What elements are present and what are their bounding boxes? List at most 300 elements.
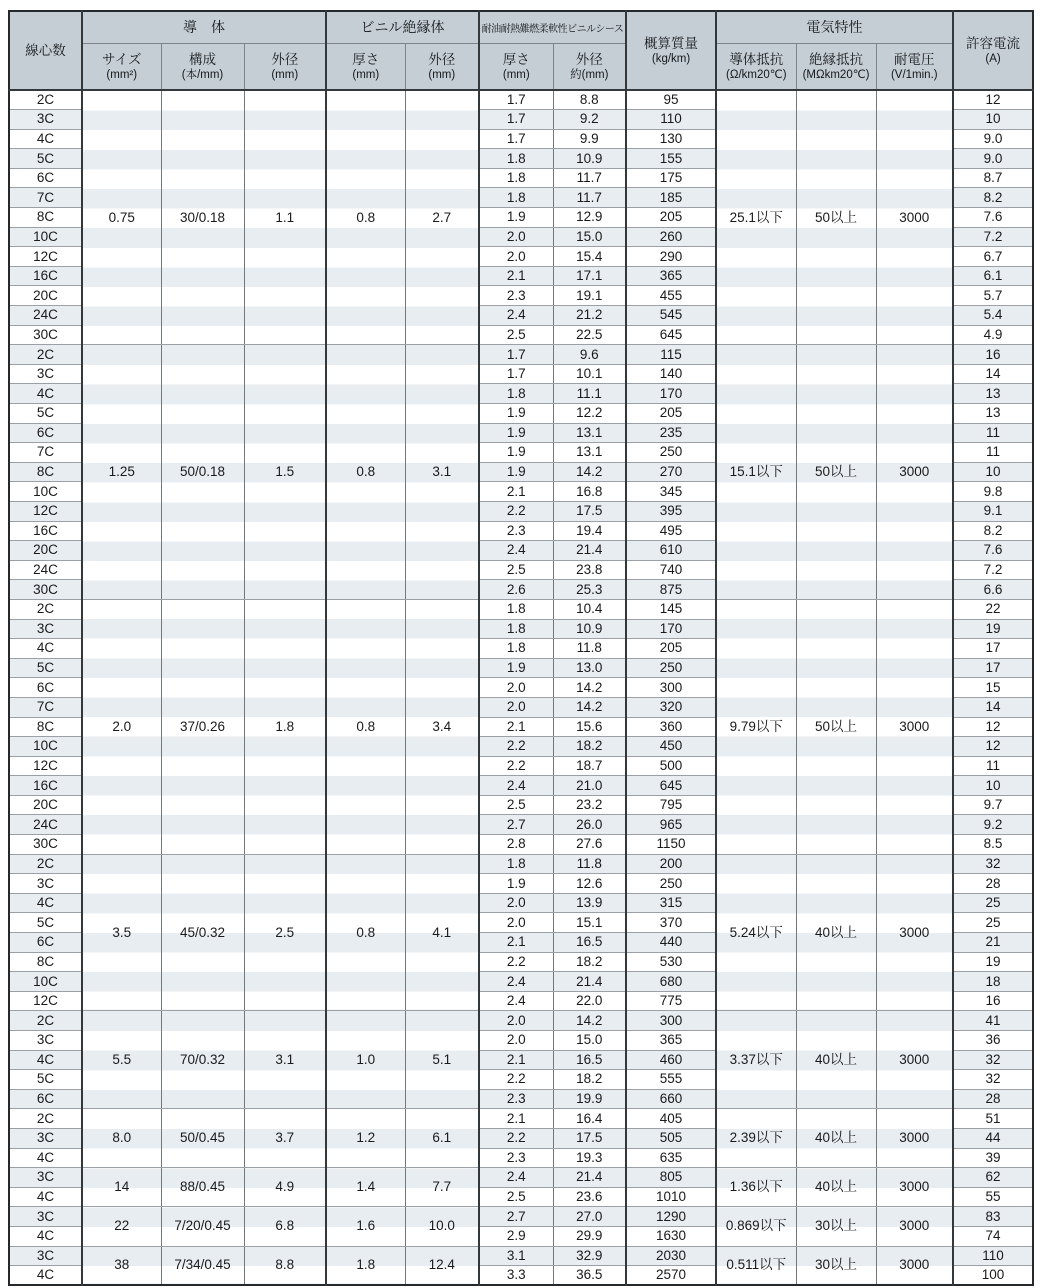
header-resistance	[716, 43, 796, 90]
cores-cell: 4C	[9, 1226, 82, 1246]
sheath-od-cell: 18.2	[553, 952, 626, 972]
sheath-thickness-cell: 2.0	[479, 247, 553, 267]
cores-cell: 20C	[9, 541, 82, 561]
insulation-resistance-cell: 50以上	[796, 599, 876, 854]
header-sheath-od-unit: 約(mm)	[570, 68, 609, 81]
table-row	[9, 599, 1033, 619]
sheath-thickness-cell: 1.8	[479, 854, 553, 874]
sheath-od-cell: 17.1	[553, 266, 626, 286]
current-cell: 19	[953, 619, 1033, 639]
current-cell: 100	[953, 1266, 1033, 1286]
current-cell: 32	[953, 1050, 1033, 1070]
sheath-od-cell: 12.6	[553, 874, 626, 894]
voltage-cell: 3000	[876, 345, 953, 600]
current-cell: 17	[953, 658, 1033, 678]
sheath-od-cell: 13.1	[553, 423, 626, 443]
header-composition-unit: (本/mm)	[181, 68, 224, 81]
current-cell: 19	[953, 952, 1033, 972]
cores-cell: 3C	[9, 1168, 82, 1188]
sheath-thickness-cell: 2.5	[479, 795, 553, 815]
sheath-od-cell: 21.0	[553, 776, 626, 796]
mass-cell: 795	[626, 795, 716, 815]
cores-cell: 7C	[9, 697, 82, 717]
sheath-thickness-cell: 2.1	[479, 717, 553, 737]
mass-cell: 450	[626, 737, 716, 757]
mass-cell: 805	[626, 1168, 716, 1188]
mass-cell: 660	[626, 1089, 716, 1109]
header-resistance-label: 導体抵抗	[729, 51, 784, 67]
sheath-od-cell: 13.0	[553, 658, 626, 678]
cores-cell: 12C	[9, 501, 82, 521]
header-voltage-label: 耐電圧	[894, 51, 935, 67]
current-cell: 110	[953, 1246, 1033, 1266]
sheath-thickness-cell: 1.8	[479, 168, 553, 188]
current-cell: 4.9	[953, 325, 1033, 345]
sheath-thickness-cell: 2.0	[479, 678, 553, 698]
sheath-od-cell: 16.4	[553, 1109, 626, 1129]
mass-cell: 365	[626, 1031, 716, 1051]
cores-cell: 6C	[9, 933, 82, 953]
composition-cell: 70/0.32	[161, 1011, 244, 1109]
mass-cell: 185	[626, 188, 716, 208]
sheath-thickness-cell: 2.0	[479, 1011, 553, 1031]
insulation-od-cell: 12.4	[405, 1246, 479, 1285]
mass-cell: 130	[626, 129, 716, 149]
resistance-cell: 2.39以下	[716, 1109, 796, 1168]
voltage-cell: 3000	[876, 1246, 953, 1285]
size-cell: 1.25	[82, 345, 161, 600]
sheath-thickness-cell: 2.5	[479, 560, 553, 580]
sheath-od-cell: 10.9	[553, 149, 626, 169]
insulation-thickness-cell: 0.8	[326, 854, 405, 1011]
sheath-thickness-cell: 2.0	[479, 893, 553, 913]
cable-spec-table	[8, 10, 1034, 1286]
header-size	[82, 43, 161, 90]
cores-cell: 30C	[9, 835, 82, 855]
header-sheath-od-label: 外径	[575, 51, 603, 67]
sheath-thickness-cell: 2.1	[479, 266, 553, 286]
header-size-label: サイズ	[102, 51, 142, 67]
current-cell: 10	[953, 776, 1033, 796]
insulation-od-cell: 4.1	[405, 854, 479, 1011]
table-row	[9, 1246, 1033, 1266]
current-cell: 32	[953, 1070, 1033, 1090]
cores-cell: 6C	[9, 423, 82, 443]
current-cell: 12	[953, 717, 1033, 737]
cores-cell: 8C	[9, 462, 82, 482]
sheath-thickness-cell: 2.1	[479, 933, 553, 953]
sheath-od-cell: 19.9	[553, 1089, 626, 1109]
insulation-thickness-cell: 0.8	[326, 599, 405, 854]
cores-cell: 3C	[9, 1031, 82, 1051]
sheath-thickness-cell: 1.7	[479, 90, 553, 110]
voltage-cell: 3000	[876, 90, 953, 345]
sheath-thickness-cell: 2.4	[479, 306, 553, 326]
sheath-od-cell: 21.2	[553, 306, 626, 326]
sheath-od-cell: 22.5	[553, 325, 626, 345]
sheath-od-cell: 22.0	[553, 991, 626, 1011]
sheath-thickness-cell: 2.2	[479, 1070, 553, 1090]
table-row	[9, 1207, 1033, 1227]
table-row	[9, 854, 1033, 874]
sheath-thickness-cell: 1.8	[479, 384, 553, 404]
mass-cell: 530	[626, 952, 716, 972]
current-cell: 16	[953, 991, 1033, 1011]
sheath-thickness-cell: 1.9	[479, 404, 553, 424]
sheath-thickness-cell: 2.3	[479, 286, 553, 306]
resistance-cell: 3.37以下	[716, 1011, 796, 1109]
current-cell: 5.7	[953, 286, 1033, 306]
insulation-resistance-cell: 40以上	[796, 854, 876, 1011]
resistance-cell: 0.511以下	[716, 1246, 796, 1285]
mass-cell: 170	[626, 619, 716, 639]
insulation-thickness-cell: 1.0	[326, 1011, 405, 1109]
mass-cell: 115	[626, 345, 716, 365]
current-cell: 12	[953, 90, 1033, 110]
sheath-thickness-cell: 2.0	[479, 913, 553, 933]
sheath-thickness-cell: 2.4	[479, 776, 553, 796]
sheath-thickness-cell: 3.3	[479, 1266, 553, 1286]
current-cell: 83	[953, 1207, 1033, 1227]
cores-cell: 2C	[9, 1011, 82, 1031]
header-section-conductor: 導 体	[82, 11, 326, 43]
size-cell: 22	[82, 1207, 161, 1246]
cores-cell: 4C	[9, 1050, 82, 1070]
cores-cell: 5C	[9, 913, 82, 933]
sheath-od-cell: 16.8	[553, 482, 626, 502]
sheath-od-cell: 18.7	[553, 756, 626, 776]
sheath-od-cell: 11.7	[553, 168, 626, 188]
header-insulation-resistance-label: 絶縁抵抗	[809, 51, 864, 67]
cores-cell: 4C	[9, 129, 82, 149]
cores-cell: 10C	[9, 972, 82, 992]
sheath-thickness-cell: 2.1	[479, 482, 553, 502]
sheath-od-cell: 10.9	[553, 619, 626, 639]
sheath-thickness-cell: 2.0	[479, 227, 553, 247]
header-insulation-thickness-unit: (mm)	[352, 68, 380, 81]
sheath-thickness-cell: 2.2	[479, 501, 553, 521]
mass-cell: 260	[626, 227, 716, 247]
current-cell: 9.0	[953, 149, 1033, 169]
sheath-thickness-cell: 1.9	[479, 208, 553, 228]
current-cell: 28	[953, 874, 1033, 894]
cores-cell: 3C	[9, 1128, 82, 1148]
cores-cell: 30C	[9, 325, 82, 345]
sheath-od-cell: 13.1	[553, 443, 626, 463]
table-header	[9, 11, 1033, 90]
mass-cell: 205	[626, 639, 716, 659]
sheath-thickness-cell: 2.7	[479, 815, 553, 835]
composition-cell: 30/0.18	[161, 90, 244, 345]
cores-cell: 4C	[9, 639, 82, 659]
current-cell: 7.2	[953, 227, 1033, 247]
header-mass-unit: (kg/km)	[651, 53, 691, 65]
header-section-electrical: 電気特性	[716, 11, 953, 43]
cores-cell: 10C	[9, 482, 82, 502]
insulation-thickness-cell: 1.4	[326, 1168, 405, 1207]
table-row	[9, 345, 1033, 365]
header-sheath-thickness-unit: (mm)	[502, 68, 530, 81]
sheath-od-cell: 15.6	[553, 717, 626, 737]
mass-cell: 1150	[626, 835, 716, 855]
size-cell: 5.5	[82, 1011, 161, 1109]
header-composition-label: 構成	[189, 51, 216, 67]
current-cell: 8.2	[953, 521, 1033, 541]
header-current-label: 許容電流	[966, 36, 1021, 51]
sheath-od-cell: 17.5	[553, 1128, 626, 1148]
sheath-thickness-cell: 1.7	[479, 110, 553, 130]
mass-cell: 155	[626, 149, 716, 169]
sheath-od-cell: 15.1	[553, 913, 626, 933]
mass-cell: 875	[626, 580, 716, 600]
sheath-od-cell: 23.6	[553, 1187, 626, 1207]
mass-cell: 300	[626, 678, 716, 698]
cores-cell: 4C	[9, 1148, 82, 1168]
current-cell: 10	[953, 110, 1033, 130]
mass-cell: 680	[626, 972, 716, 992]
table-row	[9, 1011, 1033, 1031]
sheath-od-cell: 15.0	[553, 227, 626, 247]
voltage-cell: 3000	[876, 1109, 953, 1168]
cores-cell: 4C	[9, 1266, 82, 1286]
sheath-od-cell: 19.1	[553, 286, 626, 306]
sheath-thickness-cell: 2.5	[479, 1187, 553, 1207]
cores-cell: 3C	[9, 1207, 82, 1227]
sheath-od-cell: 26.0	[553, 815, 626, 835]
current-cell: 14	[953, 364, 1033, 384]
sheath-od-cell: 23.8	[553, 560, 626, 580]
sheath-od-cell: 32.9	[553, 1246, 626, 1266]
cores-cell: 24C	[9, 306, 82, 326]
sheath-od-cell: 9.9	[553, 129, 626, 149]
current-cell: 62	[953, 1168, 1033, 1188]
sheath-od-cell: 14.2	[553, 1011, 626, 1031]
mass-cell: 775	[626, 991, 716, 1011]
insulation-od-cell: 10.0	[405, 1207, 479, 1246]
header-insulation-resistance-unit: (MΩkm20℃)	[802, 68, 870, 81]
sheath-od-cell: 11.8	[553, 639, 626, 659]
insulation-thickness-cell: 1.6	[326, 1207, 405, 1246]
cores-cell: 6C	[9, 678, 82, 698]
sheath-od-cell: 19.4	[553, 521, 626, 541]
insulation-od-cell: 5.1	[405, 1011, 479, 1109]
sheath-od-cell: 9.6	[553, 345, 626, 365]
sheath-od-cell: 19.3	[553, 1148, 626, 1168]
header-sheath-thickness-label: 厚さ	[502, 51, 530, 67]
insulation-resistance-cell: 50以上	[796, 345, 876, 600]
mass-cell: 110	[626, 110, 716, 130]
resistance-cell: 0.869以下	[716, 1207, 796, 1246]
sheath-od-cell: 25.3	[553, 580, 626, 600]
insulation-thickness-cell: 0.8	[326, 90, 405, 345]
mass-cell: 610	[626, 541, 716, 561]
cores-cell: 4C	[9, 893, 82, 913]
sheath-thickness-cell: 2.3	[479, 1148, 553, 1168]
header-current-unit: (A)	[985, 53, 1001, 65]
current-cell: 21	[953, 933, 1033, 953]
sheath-od-cell: 23.2	[553, 795, 626, 815]
header-cores-label: 線心数	[25, 43, 66, 58]
sheath-od-cell: 9.2	[553, 110, 626, 130]
insulation-thickness-cell: 0.8	[326, 345, 405, 600]
voltage-cell: 3000	[876, 1168, 953, 1207]
sheath-od-cell: 17.5	[553, 501, 626, 521]
sheath-thickness-cell: 2.5	[479, 325, 553, 345]
conductor-od-cell: 8.8	[244, 1246, 326, 1285]
insulation-od-cell: 3.4	[405, 599, 479, 854]
insulation-thickness-cell: 1.8	[326, 1246, 405, 1285]
cores-cell: 10C	[9, 227, 82, 247]
sheath-thickness-cell: 3.1	[479, 1246, 553, 1266]
conductor-od-cell: 3.7	[244, 1109, 326, 1168]
mass-cell: 250	[626, 443, 716, 463]
conductor-od-cell: 4.9	[244, 1168, 326, 1207]
header-conductor-od	[244, 43, 326, 90]
current-cell: 9.2	[953, 815, 1033, 835]
cores-cell: 20C	[9, 795, 82, 815]
current-cell: 15	[953, 678, 1033, 698]
current-cell: 74	[953, 1226, 1033, 1246]
cores-cell: 8C	[9, 208, 82, 228]
sheath-od-cell: 8.8	[553, 90, 626, 110]
sheath-thickness-cell: 1.7	[479, 364, 553, 384]
insulation-resistance-cell: 50以上	[796, 90, 876, 345]
cores-cell: 10C	[9, 737, 82, 757]
header-insulation-thickness-label: 厚さ	[352, 51, 380, 67]
current-cell: 17	[953, 639, 1033, 659]
cores-cell: 3C	[9, 874, 82, 894]
current-cell: 55	[953, 1187, 1033, 1207]
conductor-od-cell: 2.5	[244, 854, 326, 1011]
mass-cell: 395	[626, 501, 716, 521]
sheath-thickness-cell: 2.8	[479, 835, 553, 855]
mass-cell: 455	[626, 286, 716, 306]
table-row	[9, 1168, 1033, 1188]
current-cell: 11	[953, 443, 1033, 463]
cores-cell: 12C	[9, 991, 82, 1011]
header-insulation-thickness	[326, 43, 405, 90]
mass-cell: 460	[626, 1050, 716, 1070]
header-current	[953, 11, 1033, 90]
cores-cell: 30C	[9, 580, 82, 600]
current-cell: 22	[953, 599, 1033, 619]
sheath-thickness-cell: 1.7	[479, 345, 553, 365]
cores-cell: 16C	[9, 266, 82, 286]
cores-cell: 8C	[9, 952, 82, 972]
cores-cell: 3C	[9, 110, 82, 130]
current-cell: 9.1	[953, 501, 1033, 521]
sheath-od-cell: 27.0	[553, 1207, 626, 1227]
mass-cell: 405	[626, 1109, 716, 1129]
mass-cell: 235	[626, 423, 716, 443]
header-section-sheath: 耐油耐熱難燃柔軟性ビニルシース	[479, 11, 626, 43]
cores-cell: 4C	[9, 1187, 82, 1207]
resistance-cell: 9.79以下	[716, 599, 796, 854]
cores-cell: 2C	[9, 854, 82, 874]
mass-cell: 170	[626, 384, 716, 404]
mass-cell: 140	[626, 364, 716, 384]
sheath-od-cell: 36.5	[553, 1266, 626, 1286]
current-cell: 9.7	[953, 795, 1033, 815]
current-cell: 8.7	[953, 168, 1033, 188]
sheath-od-cell: 21.4	[553, 1168, 626, 1188]
resistance-cell: 15.1以下	[716, 345, 796, 600]
header-mass	[626, 11, 716, 90]
size-cell: 14	[82, 1168, 161, 1207]
header-voltage	[876, 43, 953, 90]
mass-cell: 200	[626, 854, 716, 874]
cores-cell: 4C	[9, 384, 82, 404]
sheath-thickness-cell: 1.9	[479, 874, 553, 894]
sheath-thickness-cell: 1.8	[479, 149, 553, 169]
conductor-od-cell: 6.8	[244, 1207, 326, 1246]
current-cell: 7.2	[953, 560, 1033, 580]
mass-cell: 645	[626, 325, 716, 345]
sheath-thickness-cell: 1.8	[479, 619, 553, 639]
cores-cell: 16C	[9, 776, 82, 796]
insulation-resistance-cell: 40以上	[796, 1109, 876, 1168]
cores-cell: 12C	[9, 756, 82, 776]
cores-cell: 2C	[9, 90, 82, 110]
cores-cell: 2C	[9, 599, 82, 619]
current-cell: 5.4	[953, 306, 1033, 326]
cores-cell: 20C	[9, 286, 82, 306]
header-composition	[161, 43, 244, 90]
header-sheath-thickness	[479, 43, 553, 90]
sheath-od-cell: 29.9	[553, 1226, 626, 1246]
cores-cell: 16C	[9, 521, 82, 541]
conductor-od-cell: 1.5	[244, 345, 326, 600]
table-body	[9, 90, 1033, 1285]
mass-cell: 205	[626, 208, 716, 228]
current-cell: 9.8	[953, 482, 1033, 502]
cores-cell: 5C	[9, 658, 82, 678]
sheath-thickness-cell: 1.8	[479, 188, 553, 208]
current-cell: 13	[953, 404, 1033, 424]
mass-cell: 495	[626, 521, 716, 541]
sheath-od-cell: 15.0	[553, 1031, 626, 1051]
cores-cell: 7C	[9, 443, 82, 463]
composition-cell: 45/0.32	[161, 854, 244, 1011]
mass-cell: 205	[626, 404, 716, 424]
current-cell: 8.2	[953, 188, 1033, 208]
sheath-od-cell: 14.2	[553, 697, 626, 717]
current-cell: 10	[953, 462, 1033, 482]
header-sheath-od	[553, 43, 626, 90]
sheath-od-cell: 11.8	[553, 854, 626, 874]
header-insulation-od-unit: (mm)	[428, 68, 456, 81]
cores-cell: 24C	[9, 815, 82, 835]
table-row	[9, 1109, 1033, 1129]
sheath-od-cell: 11.7	[553, 188, 626, 208]
current-cell: 11	[953, 423, 1033, 443]
sheath-od-cell: 14.2	[553, 462, 626, 482]
current-cell: 11	[953, 756, 1033, 776]
voltage-cell: 3000	[876, 1011, 953, 1109]
composition-cell: 7/34/0.45	[161, 1246, 244, 1285]
current-cell: 41	[953, 1011, 1033, 1031]
current-cell: 9.0	[953, 129, 1033, 149]
sheath-od-cell: 10.4	[553, 599, 626, 619]
current-cell: 7.6	[953, 208, 1033, 228]
sheath-od-cell: 18.2	[553, 737, 626, 757]
sheath-od-cell: 15.4	[553, 247, 626, 267]
cores-cell: 3C	[9, 364, 82, 384]
sheath-od-cell: 13.9	[553, 893, 626, 913]
sheath-thickness-cell: 2.1	[479, 1050, 553, 1070]
cores-cell: 2C	[9, 1109, 82, 1129]
sheath-thickness-cell: 2.4	[479, 541, 553, 561]
